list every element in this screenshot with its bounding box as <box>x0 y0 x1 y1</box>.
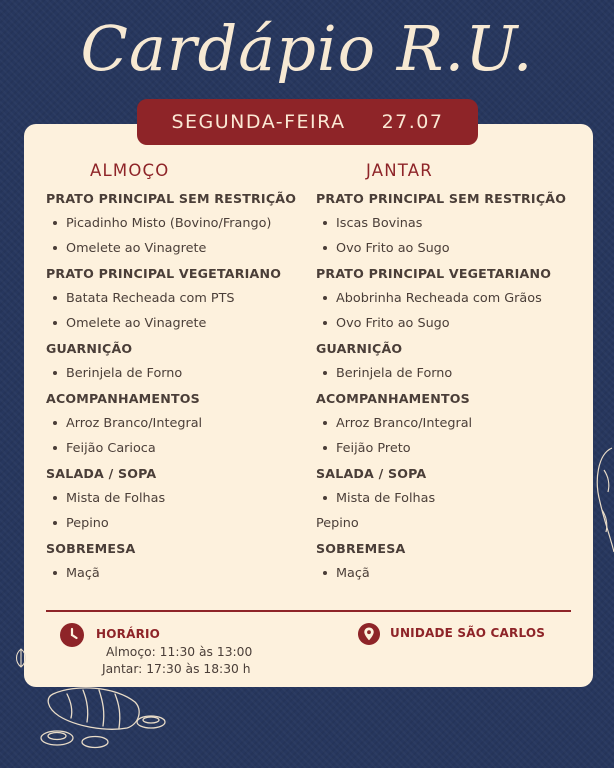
weekday-label: SEGUNDA-FEIRA <box>171 111 346 133</box>
dinner-heading: JANTAR <box>366 161 433 180</box>
menu-item <box>316 411 472 436</box>
menu-item-label: Picadinho Misto (Bovino/Frango) <box>66 216 272 231</box>
bread-illustration <box>35 680 185 752</box>
section-heading: PRATO PRINCIPAL SEM RESTRIÇÃO <box>46 191 297 206</box>
menu-item <box>46 411 202 436</box>
menu-item-label: Berinjela de Forno <box>336 366 453 381</box>
menu-item-label: Mista de Folhas <box>66 491 166 506</box>
menu-item <box>46 436 156 461</box>
lunch-heading: ALMOÇO <box>90 161 170 180</box>
menu-item <box>46 211 271 236</box>
day-banner <box>137 99 478 145</box>
lunch-hours: Almoço: 11:30 às 13:00 <box>106 645 253 659</box>
menu-item-label: Arroz Branco/Integral <box>336 416 473 431</box>
section-heading: GUARNIÇÃO <box>46 341 133 356</box>
menu-item <box>316 236 450 261</box>
bullet-icon <box>53 246 57 250</box>
menu-item <box>46 286 235 311</box>
bullet-icon <box>323 246 327 250</box>
section-heading: SALADA / SOPA <box>316 466 427 481</box>
menu-item-label: Ovo Frito ao Sugo <box>336 241 450 256</box>
bullet-icon <box>53 446 57 450</box>
location-pin-icon <box>358 623 380 645</box>
menu-item <box>46 486 165 511</box>
section-heading: SOBREMESA <box>46 541 136 556</box>
menu-item-label: Arroz Branco/Integral <box>66 416 203 431</box>
bullet-icon <box>53 521 57 525</box>
bullet-icon <box>53 371 57 375</box>
menu-item-label: Maçã <box>66 566 100 581</box>
section-heading: PRATO PRINCIPAL VEGETARIANO <box>46 266 282 281</box>
menu-item-label: Omelete ao Vinagrete <box>66 241 207 256</box>
menu-item <box>46 561 100 586</box>
section-heading: GUARNIÇÃO <box>316 341 403 356</box>
bullet-icon <box>323 296 327 300</box>
menu-item-label: Feijão Carioca <box>66 441 156 456</box>
unit-label: UNIDADE SÃO CARLOS <box>390 626 546 640</box>
section-heading: PRATO PRINCIPAL VEGETARIANO <box>316 266 552 281</box>
footer-divider <box>46 610 571 612</box>
menu-item <box>316 361 452 386</box>
menu-item-label: Feijão Preto <box>336 441 411 456</box>
bullet-icon <box>53 221 57 225</box>
menu-item <box>46 236 206 261</box>
menu-item <box>316 286 542 311</box>
bullet-icon <box>323 421 327 425</box>
menu-item-label: Batata Recheada com PTS <box>66 291 235 306</box>
menu-item-label: Omelete ao Vinagrete <box>66 316 207 331</box>
bullet-icon <box>323 571 327 575</box>
bullet-icon <box>323 496 327 500</box>
menu-item-label: Iscas Bovinas <box>336 216 423 231</box>
bullet-icon <box>53 496 57 500</box>
menu-card <box>24 124 593 687</box>
dinner-hours: Jantar: 17:30 às 18:30 h <box>102 662 251 676</box>
menu-item <box>46 361 182 386</box>
section-heading: SOBREMESA <box>316 541 406 556</box>
menu-item <box>316 511 359 536</box>
section-heading: PRATO PRINCIPAL SEM RESTRIÇÃO <box>316 191 567 206</box>
bullet-icon <box>53 421 57 425</box>
menu-item <box>46 511 109 536</box>
menu-item <box>316 436 411 461</box>
hours-label: HORÁRIO <box>96 627 161 641</box>
menu-item <box>316 311 450 336</box>
bullet-icon <box>53 321 57 325</box>
section-heading: SALADA / SOPA <box>46 466 157 481</box>
bullet-icon <box>53 296 57 300</box>
page-title: Cardápio R.U. <box>80 12 534 85</box>
section-heading: ACOMPANHAMENTOS <box>316 391 470 406</box>
menu-item-label: Maçã <box>336 566 370 581</box>
menu-item-label: Mista de Folhas <box>336 491 436 506</box>
menu-item-label: Pepino <box>66 516 109 531</box>
menu-item-label: Abobrinha Recheada com Grãos <box>336 291 542 306</box>
menu-item <box>316 211 422 236</box>
bullet-icon <box>323 446 327 450</box>
leaf-illustration <box>13 648 29 668</box>
clock-icon <box>60 623 84 647</box>
menu-item-label: Berinjela de Forno <box>66 366 183 381</box>
section-heading: ACOMPANHAMENTOS <box>46 391 200 406</box>
menu-item <box>316 561 370 586</box>
bullet-icon <box>323 371 327 375</box>
bullet-icon <box>323 221 327 225</box>
vegetable-illustration <box>592 440 614 560</box>
bullet-icon <box>53 571 57 575</box>
date-label: 27.07 <box>381 111 444 133</box>
menu-item-label: Pepino <box>316 516 359 531</box>
menu-item <box>316 486 435 511</box>
bullet-icon <box>323 321 327 325</box>
menu-item-label: Ovo Frito ao Sugo <box>336 316 450 331</box>
menu-item <box>46 311 206 336</box>
